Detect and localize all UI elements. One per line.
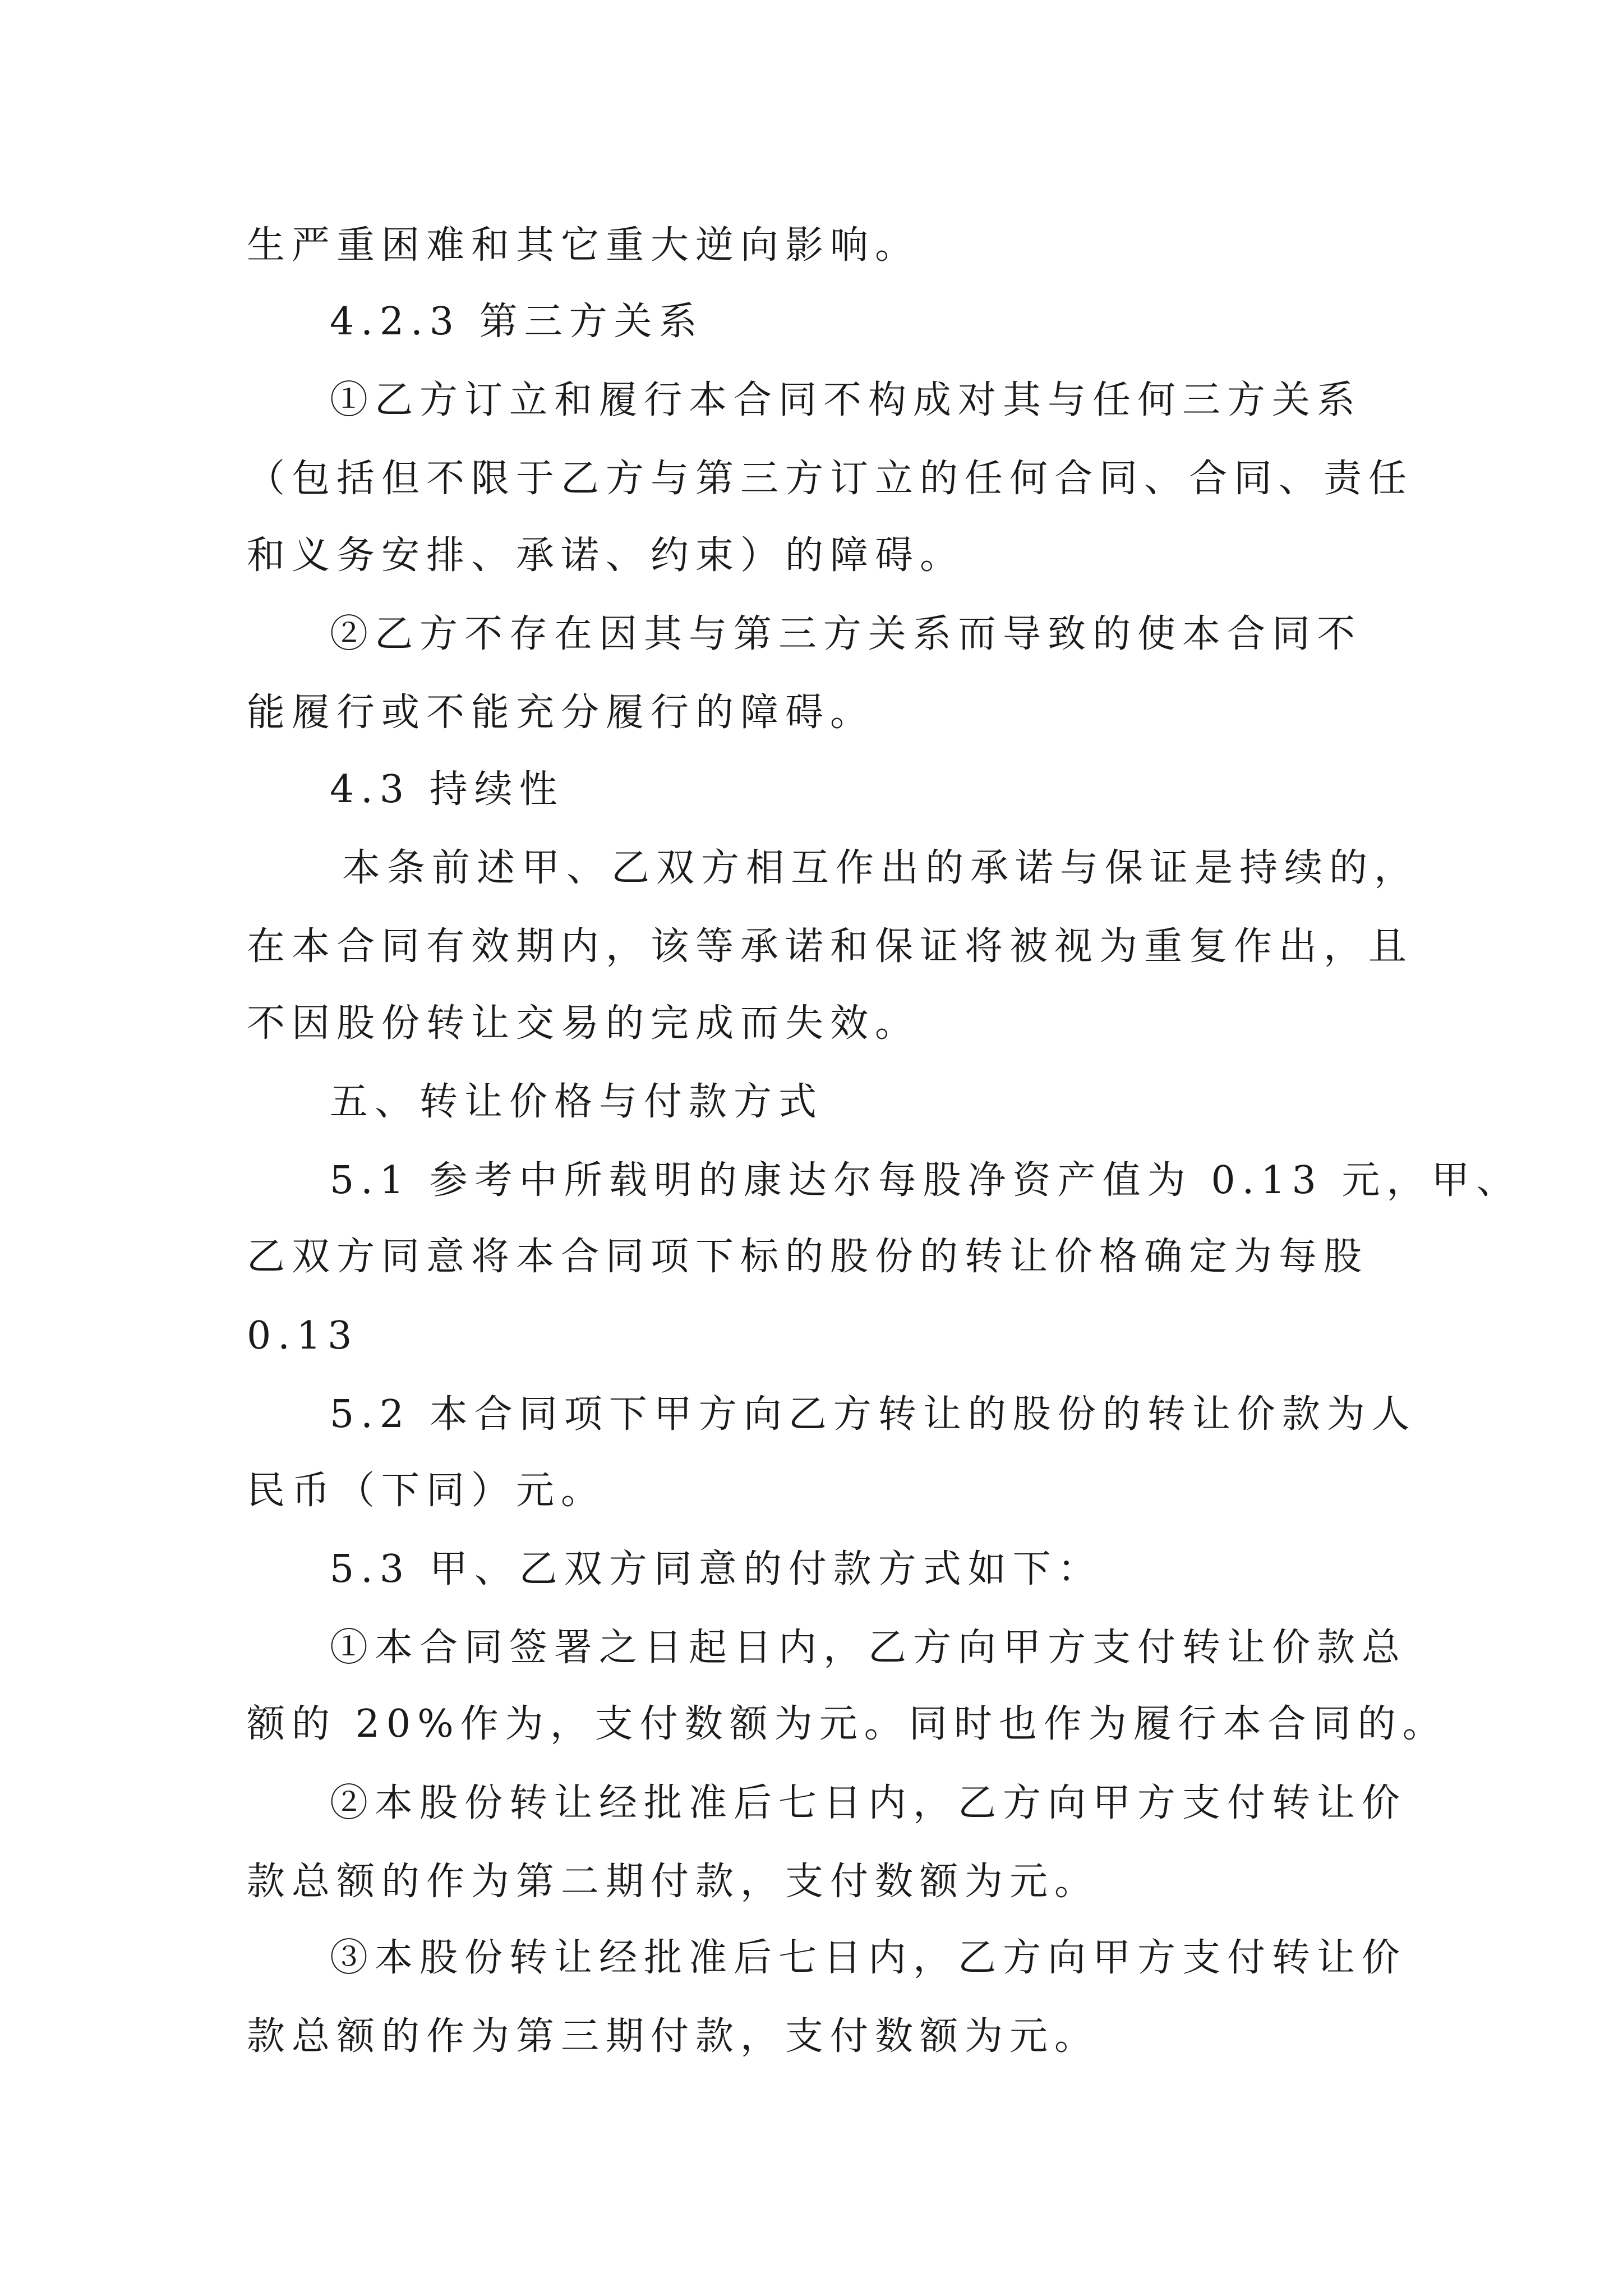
text-line	[0, 996, 1623, 1052]
line-text: 额的 20%作为，支付数额为元。同时也作为履行本合同的。	[247, 1702, 1447, 1746]
text-line	[0, 1387, 1623, 1443]
line-text: 款总额的作为第三期付款，支付数额为元。	[247, 2014, 1100, 2059]
text-line	[0, 528, 1623, 584]
line-text: 本条前述甲、乙双方相互作出的承诺与保证是持续的，	[342, 846, 1419, 890]
line-text: 民币（下同）元。	[247, 1469, 606, 1513]
section-heading	[0, 294, 1623, 350]
section-heading	[0, 1074, 1623, 1130]
text-line	[0, 919, 1623, 975]
text-line	[0, 1308, 1623, 1364]
line-text: ②乙方不存在因其与第三方关系而导致的使本合同不	[330, 612, 1362, 656]
line-text: ②本股份转让经批准后七日内，乙方向甲方支付转让价	[330, 1781, 1407, 1825]
text-line	[0, 1930, 1623, 1986]
line-text: 款总额的作为第二期付款，支付数额为元。	[247, 1860, 1100, 1904]
line-text: 和义务安排、承诺、约束）的障碍。	[247, 533, 965, 578]
text-line	[0, 2009, 1623, 2065]
line-text: ①乙方订立和履行本合同不构成对其与任何三方关系	[330, 378, 1362, 422]
line-text: 4.3 持续性	[330, 767, 564, 812]
line-text: 能履行或不能充分履行的障碍。	[247, 691, 875, 735]
text-line	[0, 372, 1623, 429]
text-line	[0, 1463, 1623, 1519]
line-text: ③本股份转让经批准后七日内，乙方向甲方支付转让价	[330, 1936, 1407, 1980]
line-text: 0.13	[247, 1314, 359, 1358]
line-text: （包括但不限于乙方与第三方订立的任何合同、合同、责任	[247, 457, 1414, 501]
text-line	[0, 606, 1623, 662]
text-line	[0, 1854, 1623, 1910]
text-line	[0, 1153, 1623, 1209]
text-line	[0, 685, 1623, 741]
line-text: ①本合同签署之日起日内，乙方向甲方支付转让价款总	[330, 1626, 1407, 1670]
line-text: 5.3 甲、乙双方同意的付款方式如下：	[330, 1547, 1103, 1591]
line-text: 乙双方同意将本合同项下标的股份的转让价格确定为每股	[247, 1235, 1369, 1279]
section-heading	[0, 762, 1623, 818]
line-text: 五、转让价格与付款方式	[330, 1080, 824, 1124]
line-text: 5.1 参考中所载明的康达尔每股净资产值为 0.13 元，甲、	[330, 1158, 1521, 1203]
line-text: 在本合同有效期内，该等承诺和保证将被视为重复作出，且	[247, 924, 1414, 969]
line-text: 4.2.3 第三方关系	[330, 300, 704, 344]
line-text: 不因股份转让交易的完成而失效。	[247, 1001, 920, 1046]
text-line	[0, 1542, 1623, 1598]
text-line	[0, 1775, 1623, 1832]
text-line	[0, 218, 1623, 274]
line-text: 生严重困难和其它重大逆向影响。	[247, 223, 920, 268]
line-text: 5.2 本合同项下甲方向乙方转让的股份的转让价款为人	[330, 1392, 1417, 1437]
text-line	[0, 451, 1623, 507]
text-line	[0, 840, 1623, 896]
text-line	[0, 1229, 1623, 1285]
text-line	[0, 1696, 1623, 1752]
text-line	[0, 1620, 1623, 1676]
